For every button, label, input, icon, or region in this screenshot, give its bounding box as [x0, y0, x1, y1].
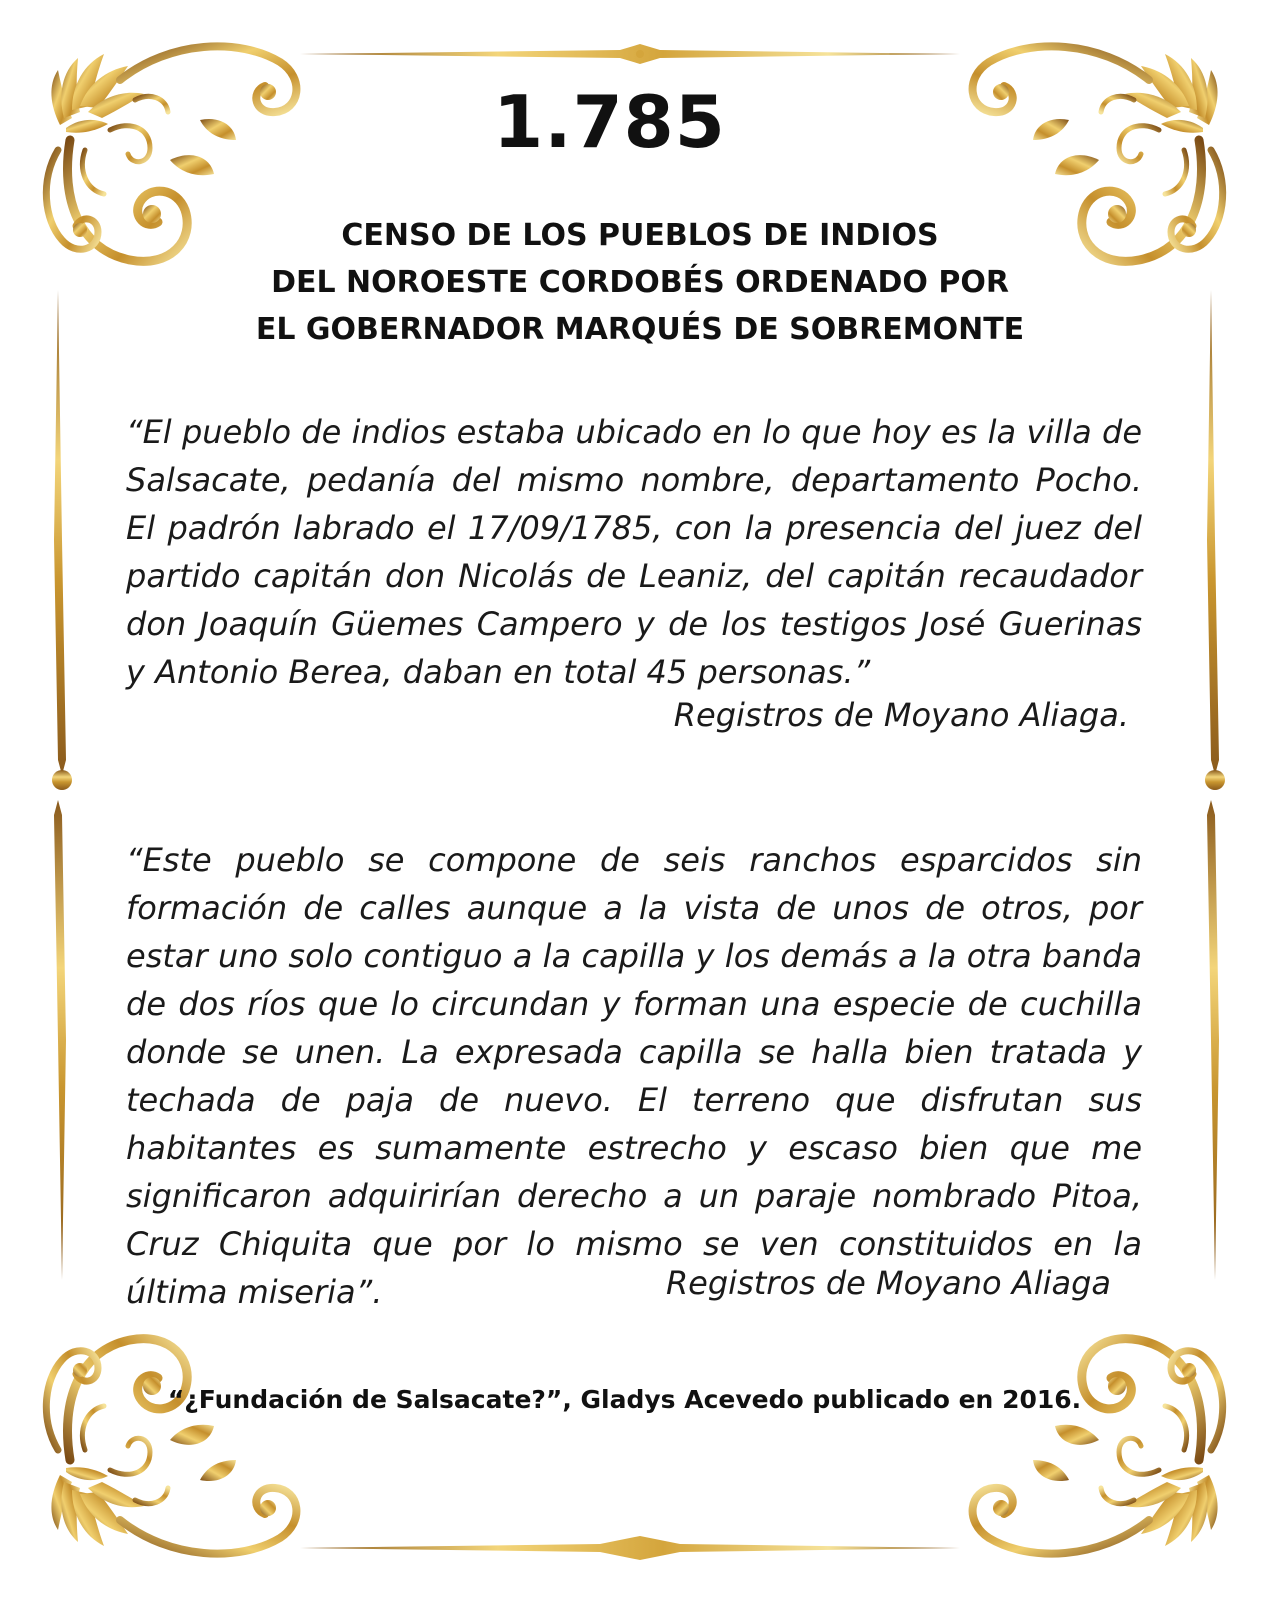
quote-paragraph: “El pueblo de indios estaba ubicado en lo que hoy es la villa de Salsacate, pedanía del mismo nombre, departamento Pocho. El padrón labrado el 17/09/1785, con la presencia del juez del partido capitán don Nicolás de Leaniz, del capitán recaudador don Joaquín Güemes Campero y de los testigos José Guerinas y Antonio Berea, daban en total 45 personas.” [126, 413, 1142, 691]
quote-paragraph: “Este pueblo se compone de seis ranchos esparcidos sin formación de calles aunque a la vista de unos de otros, por estar uno solo contiguo a la capilla y los demás a la otra banda de dos ríos que lo circundan y forman una especie de cuchilla donde se unen. La expresada capilla se halla bien tratada y techada de paja de nuevo. El terreno que disfrutan sus habitantes es sumamente estrecho y escaso bien que me significaron adquirirían derecho a un paraje nombrado Pitoa, Cruz Chiquita que por lo mismo se ven constituidos en la última miseria”. [126, 841, 1142, 1311]
title-line: CENSO DE LOS PUEBLOS DE INDIOS [341, 218, 939, 253]
title-line: EL GOBERNADOR MARQUÉS DE SOBREMONTE [255, 312, 1025, 347]
quote-attribution: Registros de Moyano Aliaga [665, 1264, 1111, 1302]
quote-attribution: Registros de Moyano Aliaga. [673, 696, 1129, 734]
title-line: DEL NOROESTE CORDOBÉS ORDENADO POR [271, 265, 1009, 300]
document-title [200, 212, 1080, 353]
source-citation: “¿Fundación de Salsacate?”, Gladys Acevedo publicado en 2016. [167, 1385, 1082, 1414]
year-heading: 1.785 [493, 80, 726, 164]
